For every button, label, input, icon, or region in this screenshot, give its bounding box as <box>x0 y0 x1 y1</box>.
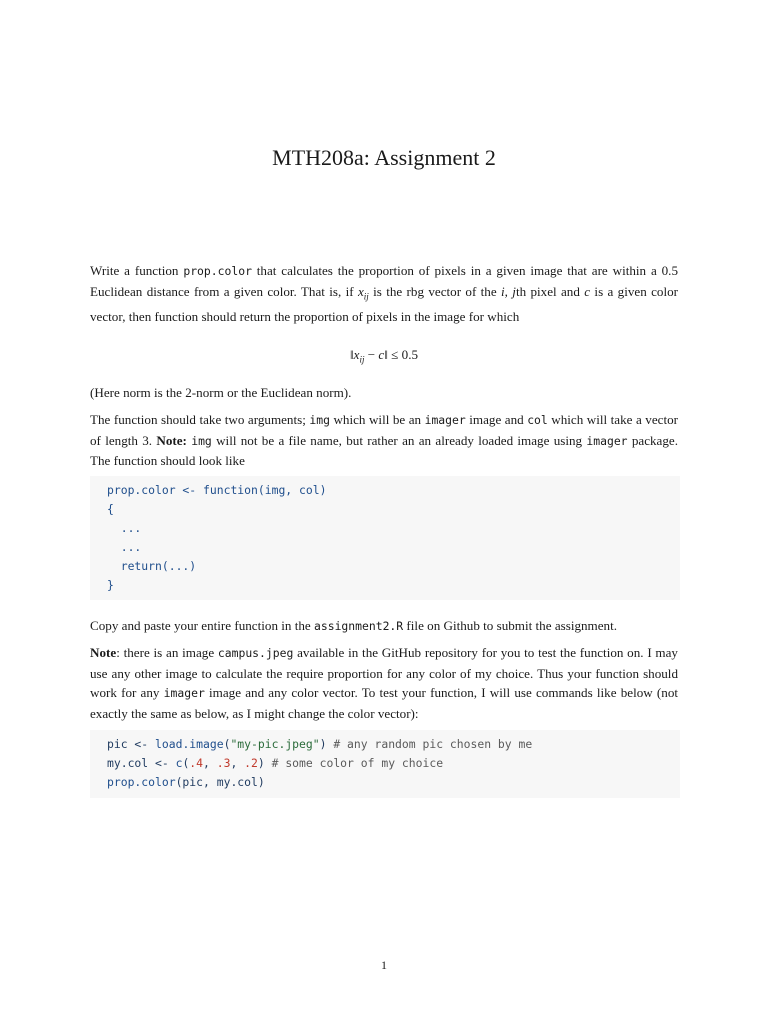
inline-code: img <box>309 413 330 427</box>
code-token: ( <box>182 756 190 770</box>
page-number: 1 <box>381 958 387 972</box>
code-line: return(...) <box>107 559 197 573</box>
math-var: c <box>584 283 591 299</box>
text: image and <box>465 412 528 427</box>
eq-close: ‖ ≤ 0.5 <box>384 347 419 362</box>
code-string: "my-pic.jpeg" <box>230 737 320 751</box>
text: Write a function <box>90 263 184 278</box>
code-token: ( <box>223 737 231 751</box>
math-sub: ij <box>363 291 369 302</box>
inline-code: img <box>191 433 212 448</box>
bold-note: Note <box>90 645 117 660</box>
inline-code: imager <box>424 413 466 427</box>
text: file on Github to submit the assignment. <box>403 618 618 633</box>
code-number: .3 <box>216 756 231 770</box>
text: package. The function should look like <box>90 432 679 468</box>
code-token: prop.color <box>107 775 176 789</box>
inline-code: imager <box>163 686 205 700</box>
eq-minus: − <box>364 347 379 362</box>
text: is a given color vector, then function should return the proportion of pixels in the image for which <box>90 283 679 324</box>
bold-note: Note: <box>156 432 187 448</box>
code-line <box>107 754 443 773</box>
math-var: x <box>357 283 364 299</box>
code-line: ... <box>107 540 142 554</box>
code-line <box>107 735 532 754</box>
paragraph-intro <box>90 261 678 326</box>
eq-open: ‖ <box>349 347 354 362</box>
code-block-function <box>90 476 680 600</box>
code-token: (pic, my.col) <box>175 775 265 789</box>
code-number: .2 <box>244 756 258 770</box>
code-line: ... <box>107 521 142 535</box>
math-var: i, j <box>501 283 516 299</box>
code-token: c <box>175 756 183 770</box>
code-line: } <box>107 578 114 592</box>
inline-code: col <box>527 413 548 427</box>
code-token: , <box>230 756 245 770</box>
code-line <box>107 773 265 792</box>
text: that calculates the proportion of pixels in a given image that are within a 0.5 Euclidean distance from a given color. That is, if <box>90 263 678 299</box>
code-token: pic <- <box>107 737 156 751</box>
code-comment: # any random pic chosen by me <box>333 737 533 751</box>
text: The function should take two arguments; <box>90 412 310 427</box>
code-comment: # some color of my choice <box>271 756 444 770</box>
text: th pixel and <box>515 283 585 299</box>
code-line: { <box>107 502 114 516</box>
code-line: prop.color <- function(img, col) <box>107 483 327 497</box>
paragraph-submit <box>90 616 678 637</box>
text: available in the GitHub repository for you to test the function on. I may use any other image to calculate the require proportion for any color of my choice. Thus your function should work for any <box>90 645 678 700</box>
eq-var: x <box>353 347 360 362</box>
text: image and any color vector. To test your function, I will use commands like below (not exactly the same as below, as I might change the color vector): <box>90 685 678 721</box>
code-token: load.image <box>155 737 224 751</box>
inline-code: imager <box>586 433 628 448</box>
equation <box>0 347 768 365</box>
code-number: .4 <box>189 756 204 770</box>
text: which will take a vector of length 3. <box>90 412 679 448</box>
paragraph-test-note <box>90 643 678 723</box>
text: Copy and paste your entire function in the <box>90 618 314 633</box>
code-token: ) <box>319 737 334 751</box>
code-token: my.col <- <box>107 756 176 770</box>
code-token: ) <box>257 756 272 770</box>
text: is the rbg vector of the <box>368 283 502 299</box>
page-title: MTH208a: Assignment 2 <box>272 145 496 170</box>
inline-code: campus.jpeg <box>217 646 294 660</box>
eq-c: c <box>378 347 385 362</box>
code-token: , <box>203 756 217 770</box>
eq-sub: ij <box>359 354 365 365</box>
inline-code: prop.color <box>183 264 252 278</box>
text: will not be a file name, but rather an an already loaded image using <box>211 432 587 448</box>
text: : there is an image <box>116 645 218 660</box>
code-block-test <box>90 730 680 798</box>
inline-code: assignment2.R <box>314 619 404 633</box>
text: which will be an <box>329 412 425 427</box>
paragraph-arguments <box>90 410 678 471</box>
paragraph-norm-note: (Here norm is the 2-norm or the Euclidean norm). <box>90 385 352 400</box>
